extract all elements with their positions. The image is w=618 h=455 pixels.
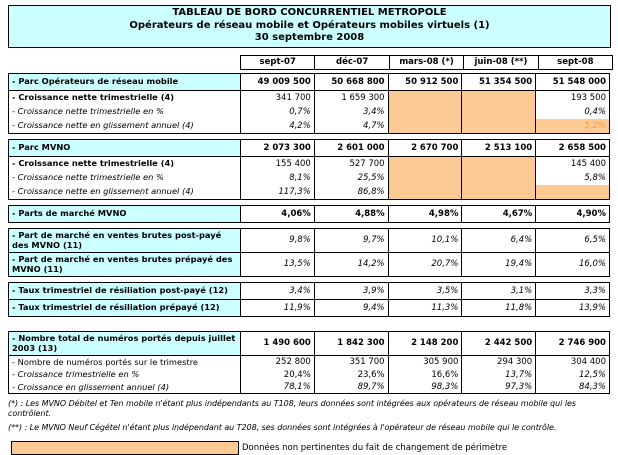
value-cell: 9,7% [315, 229, 389, 252]
value-cell: 11,9% [241, 300, 315, 316]
value-cell: 304 400 [570, 357, 606, 368]
value-cell: 527 700 [315, 157, 389, 171]
row-label: - Croissance en glissement annuel (4) [9, 381, 241, 394]
value-cell: 12,5% [578, 369, 606, 380]
value-cell: 4,06% [241, 206, 315, 222]
value-cell: 97,3% [462, 381, 536, 394]
value-cell: 20,7% [389, 253, 463, 276]
table-row [9, 229, 609, 253]
value-cell [462, 105, 536, 119]
value-cell: 3,4% [241, 283, 315, 299]
value-cell: 0,7% [241, 105, 315, 119]
value-cell: 13,5% [241, 253, 315, 276]
table-section [8, 73, 610, 134]
value-cell [389, 105, 463, 119]
legend-color-swatch [11, 441, 239, 455]
row-label: - Croissance nette trimestrielle (4) [9, 91, 241, 105]
value-cell [389, 119, 463, 133]
value-cell [462, 157, 536, 171]
row-label: - Nombre de numéros portés sur le trimestre [9, 356, 241, 369]
value-cell: 50 668 800 [315, 74, 389, 90]
value-cell: 98,3% [389, 381, 463, 394]
value-cell [389, 91, 463, 105]
row-label: - Parts de marché MVNO [9, 206, 241, 222]
value-cell [389, 185, 463, 199]
value-cell: 2 073 300 [241, 140, 315, 156]
value-cell: 49 009 500 [241, 74, 315, 90]
value-cell: 3,1% [462, 283, 536, 299]
value-cell: 10,1% [389, 229, 463, 252]
value-cell: 89,7% [315, 381, 389, 394]
legend-label: Données non pertinentes du fait de changement de périmètre [242, 443, 508, 454]
footnote-2: (**) : Le MVNO Neuf Cégétel n'étant plus indépendant au T208, ses données sont intégrées à l'opérateur de réseau mobile qui le contrôle. [8, 423, 557, 433]
value-cell [462, 171, 536, 185]
table-row [9, 206, 609, 222]
table-section [8, 205, 610, 223]
value-cell: 3,4% [315, 105, 389, 119]
table-sections [8, 73, 614, 395]
value-cell: 4,88% [315, 206, 389, 222]
value-cell: 2 670 700 [389, 140, 463, 156]
value-cell: 1 490 600 [241, 332, 315, 355]
value-cell: 8,1% [241, 171, 315, 185]
report-title-line3: 30 septembre 2008 [254, 32, 365, 44]
value-cell: 1 659 300 [315, 91, 389, 105]
row-label: - Nombre total de numéros portés depuis juillet 2003 (13) [9, 332, 241, 355]
column-header-juin-08: juin-08 (**) [463, 56, 537, 69]
value-cell: 3,3% [584, 285, 606, 296]
table-row [9, 253, 609, 276]
value-cell: 2 442 500 [462, 332, 536, 355]
value-cell: 20,4% [241, 368, 315, 381]
value-cell [462, 91, 536, 105]
value-cell: 193 500 [570, 92, 606, 103]
value-cell: 23,6% [315, 368, 389, 381]
row-label: - Croissance trimestrielle en % [9, 368, 241, 381]
value-cell: 16,6% [389, 368, 463, 381]
value-cell: 2 148 200 [389, 332, 463, 355]
value-cell: 14,2% [315, 253, 389, 276]
value-cell: 11,8% [462, 300, 536, 316]
value-cell: 25,5% [315, 171, 389, 185]
value-cell: 4,67% [462, 206, 536, 222]
value-cell: 9,8% [241, 229, 315, 252]
value-cell: 341 700 [241, 91, 315, 105]
value-cell: 16,0% [578, 259, 606, 270]
value-cell: 6,5% [584, 235, 606, 246]
value-cell [462, 119, 536, 133]
footnote-1: (*) : Les MVNO Débitel et Ten mobile n'étant plus indépendants au T108, leurs données sont intégrées aux opérateurs de réseau mobile qui les contrôlent. [8, 399, 577, 419]
table-row [9, 140, 609, 157]
table-row [9, 157, 609, 171]
value-cell: 2 513 100 [462, 140, 536, 156]
table-row [9, 105, 609, 119]
value-cell: 84,3% [578, 382, 606, 393]
value-cell: 2 601 000 [315, 140, 389, 156]
table-row [9, 185, 609, 199]
report-title-line1: TABLEAU DE BORD CONCURRENTIEL METROPOLE [172, 7, 447, 18]
row-label: - Croissance nette en glissement annuel (4) [9, 185, 241, 199]
row-label: - Croissance nette trimestrielle (4) [9, 157, 241, 171]
row-label: - Taux trimestriel de résiliation post-payé (12) [9, 283, 241, 299]
column-header-sept-08: sept-08 [538, 56, 612, 69]
row-label: - Part de marché en ventes brutes post-payé des MVNO (11) [9, 229, 241, 252]
value-cell: 11,3% [389, 300, 463, 316]
table-section [8, 228, 610, 277]
row-label: - Parc Opérateurs de réseau mobile [9, 74, 241, 90]
row-label: - Croissance nette trimestrielle en % [9, 171, 241, 185]
value-cell: 117,3% [241, 185, 315, 199]
value-cell: 86,8% [315, 185, 389, 199]
value-cell: 19,4% [462, 253, 536, 276]
row-label: - Croissance nette trimestrielle en % [9, 105, 241, 119]
report-title-block [8, 5, 611, 48]
column-header-row [240, 55, 613, 70]
table-section [8, 331, 610, 395]
column-header-dec-07: déc-07 [314, 56, 388, 69]
column-header-sept-07: sept-07 [241, 56, 314, 69]
value-cell: 78,1% [241, 381, 315, 394]
table-row [9, 381, 609, 394]
report-title-line2: Opérateurs de réseau mobile et Opérateurs mobiles virtuels (1) [129, 19, 490, 31]
value-cell: 51 548 000 [552, 76, 606, 87]
table-row [9, 119, 609, 133]
value-cell: 5,2% [536, 119, 609, 133]
table-row [9, 300, 609, 316]
value-cell: 4,7% [315, 119, 389, 133]
table-section [8, 139, 610, 200]
value-cell: 4,90% [576, 208, 606, 219]
table-row [9, 171, 609, 185]
table-section [8, 282, 610, 317]
value-cell: 294 300 [462, 356, 536, 369]
table-row [9, 356, 609, 369]
column-header-mars-08: mars-08 (*) [389, 56, 463, 69]
value-cell: 4,98% [389, 206, 463, 222]
value-cell [536, 185, 609, 199]
value-cell: 51 354 500 [462, 74, 536, 90]
value-cell: 13,7% [462, 368, 536, 381]
value-cell: 155 400 [241, 157, 315, 171]
value-cell [389, 171, 463, 185]
value-cell: 351 700 [315, 356, 389, 369]
value-cell: 4,2% [241, 119, 315, 133]
value-cell [389, 157, 463, 171]
table-row [9, 74, 609, 91]
value-cell [462, 185, 536, 199]
value-cell: 0,4% [584, 106, 606, 117]
value-cell: 5,8% [584, 172, 606, 183]
value-cell: 305 900 [389, 356, 463, 369]
row-label: - Croissance nette en glissement annuel (4) [9, 119, 241, 133]
value-cell: 13,9% [578, 302, 606, 313]
table-row [9, 283, 609, 300]
value-cell: 252 800 [241, 356, 315, 369]
row-label: - Parc MVNO [9, 140, 241, 156]
value-cell: 1 842 300 [315, 332, 389, 355]
row-label: - Part de marché en ventes brutes prépayé des MVNO (11) [9, 253, 241, 276]
table-row [9, 332, 609, 356]
value-cell: 6,4% [462, 229, 536, 252]
value-cell: 3,9% [315, 283, 389, 299]
value-cell: 50 912 500 [389, 74, 463, 90]
legend-row [11, 441, 614, 455]
table-row [9, 91, 609, 105]
value-cell: 9,4% [315, 300, 389, 316]
value-cell: 3,5% [389, 283, 463, 299]
row-label: - Taux trimestriel de résiliation prépayé (12) [9, 300, 241, 316]
value-cell: 2 658 500 [558, 142, 606, 153]
value-cell: 2 746 900 [558, 338, 606, 349]
value-cell: 145 400 [570, 158, 606, 169]
table-row [9, 368, 609, 381]
